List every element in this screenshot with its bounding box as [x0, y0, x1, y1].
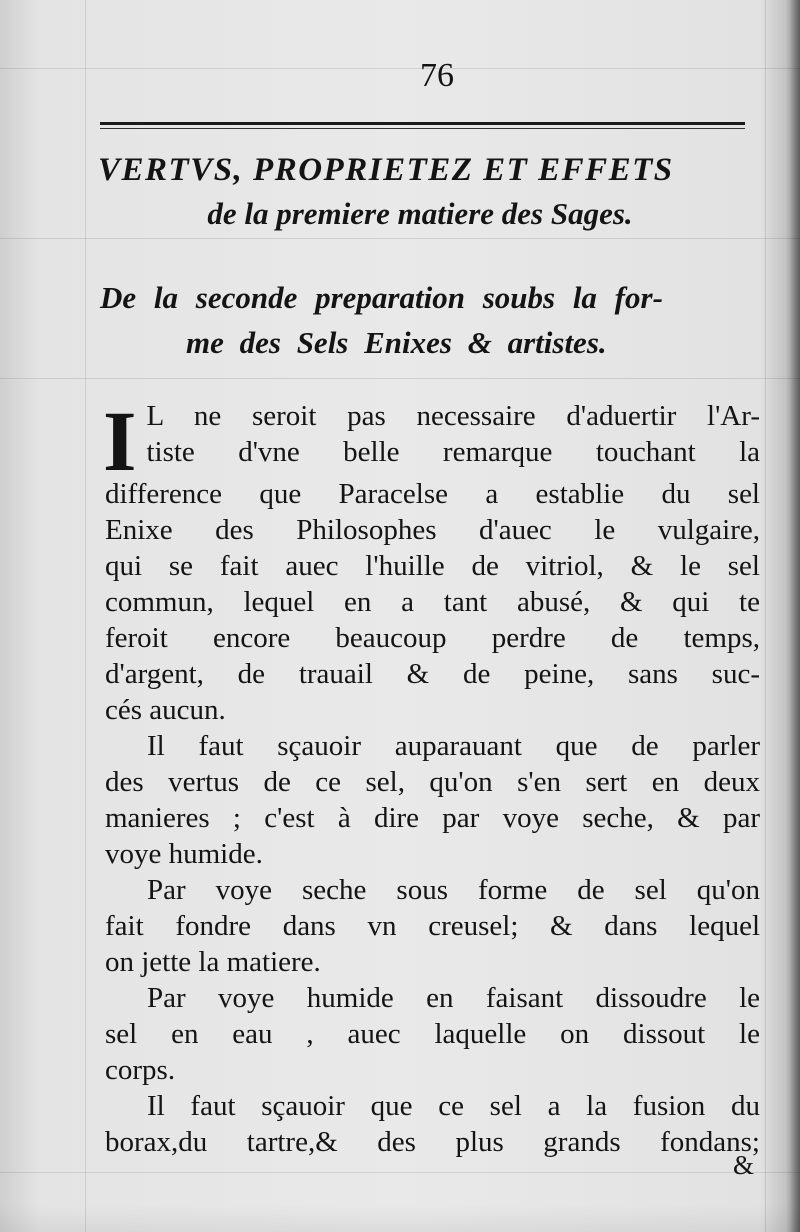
text-line: L ne seroit pas necessaire d'aduertir l'Ar- [146, 400, 760, 432]
text-line: on jette la matiere. [105, 946, 321, 978]
text-line: sel en eau , auec laquelle on dissout le [105, 1018, 760, 1050]
chapter-title-line-1: VERTVS, PROPRIETEZ ET EFFETS [98, 152, 674, 188]
text-line: Il faut sçauoir que ce sel a la fusion du [147, 1090, 760, 1122]
paper-rule [765, 0, 766, 1232]
text-line: tiste d'vne belle remarque touchant la [146, 436, 760, 468]
text-line: Par voye seche sous forme de sel qu'on [147, 874, 760, 906]
paper-rule [0, 1172, 800, 1173]
text-line: des vertus de ce sel, qu'on s'en sert en deux [105, 766, 760, 798]
text-line: voye humide. [105, 838, 263, 870]
paper-rule [0, 378, 800, 379]
text-line: corps. [105, 1054, 176, 1086]
body-text [103, 393, 760, 1160]
page-bottom-shadow [0, 1205, 800, 1232]
drop-cap-initial: I [103, 393, 137, 489]
header-rule-thin [100, 128, 745, 129]
text-line: manieres ; c'est à dire par voye seche, & par [105, 802, 760, 834]
page-number: 76 [420, 57, 454, 94]
text-line: difference que Paracelse a establie du sel [105, 478, 760, 510]
text-line: fait fondre dans vn creusel; & dans lequel [105, 910, 760, 942]
text-line: borax,du tartre,& des plus grands fondans; [105, 1126, 760, 1158]
text-line: cés aucun. [105, 694, 226, 726]
text-line: qui se fait auec l'huille de vitriol, & le sel [105, 550, 760, 582]
paper-rule [85, 0, 86, 1232]
text-line: d'argent, de trauail & de peine, sans suc- [105, 658, 760, 690]
paper-rule [0, 68, 800, 69]
binding-shadow [786, 0, 800, 1232]
chapter-title-line-2: de la premiere matiere des Sages. [207, 196, 633, 231]
text-line: commun, lequel en a tant abusé, & qui te [105, 586, 760, 618]
section-subtitle-line-1: De la seconde preparation soubs la for- [100, 280, 663, 315]
paper-rule [0, 238, 800, 239]
text-line: Enixe des Philosophes d'auec le vulgaire, [105, 514, 760, 546]
text-line: feroit encore beaucoup perdre de temps, [105, 622, 760, 654]
text-line: Il faut sçauoir auparauant que de parler [147, 730, 760, 762]
header-rule [100, 122, 745, 125]
catchword: & [733, 1150, 755, 1180]
text-line: Par voye humide en faisant dissoudre le [147, 982, 760, 1014]
section-subtitle-line-2: me des Sels Enixes & artistes. [186, 325, 607, 360]
